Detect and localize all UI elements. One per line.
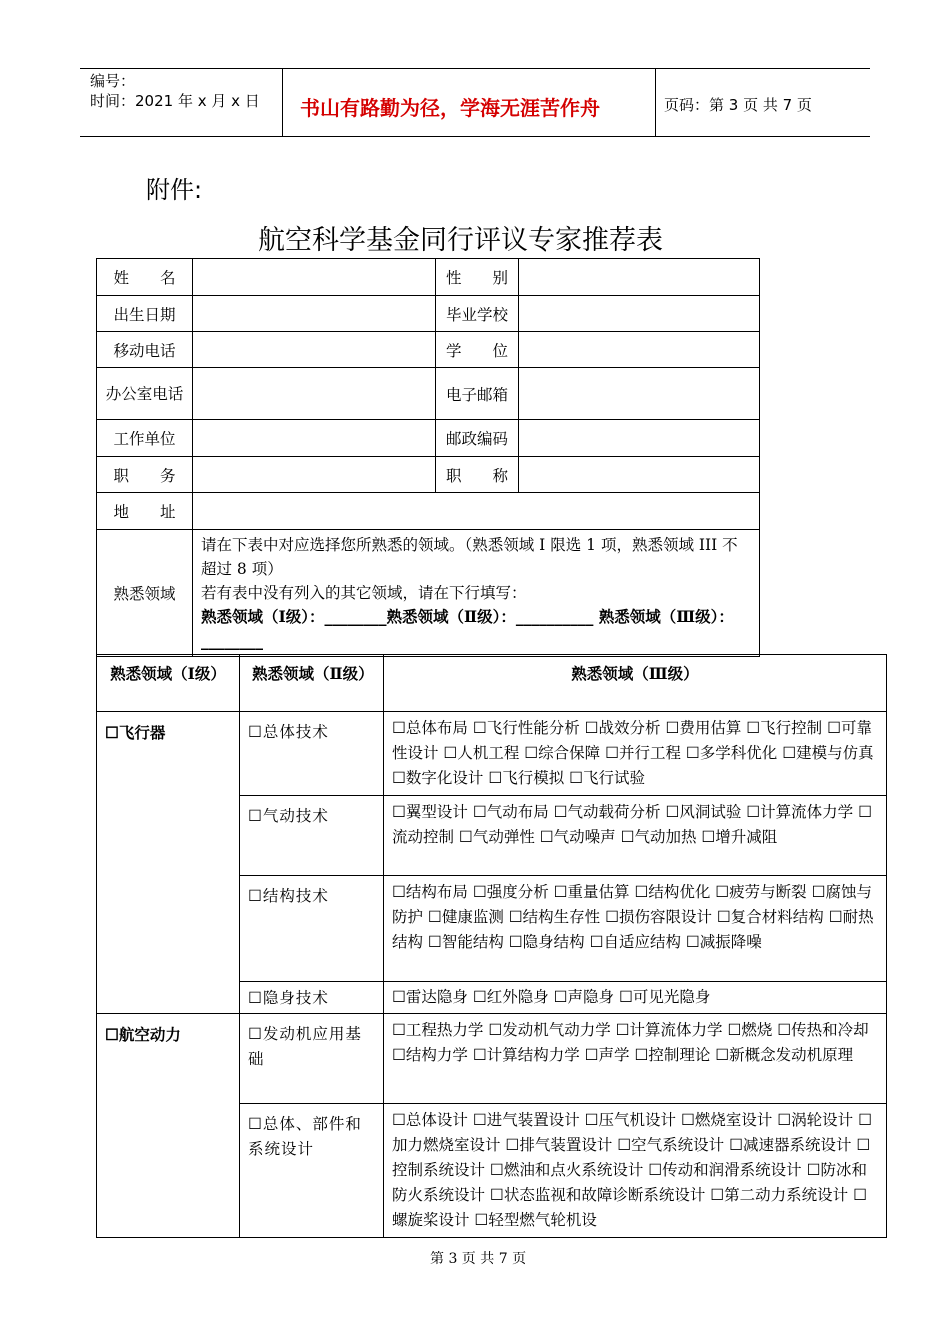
title-rank-field[interactable]: [519, 457, 760, 493]
info-row-position: [97, 457, 760, 493]
postcode-label: 邮政编码: [436, 420, 519, 457]
gender-field[interactable]: [519, 259, 760, 296]
degree-field[interactable]: [519, 332, 760, 368]
office-phone-label: 办公室电话: [97, 368, 193, 420]
level2-structure-tech-checkbox[interactable]: ☐结构技术: [240, 876, 384, 982]
office-phone-field[interactable]: [193, 368, 436, 420]
page-number-label: 页码：第 3 页 共 7 页: [664, 96, 812, 114]
birth-date-label: 出生日期: [97, 296, 193, 332]
level3-structure-tech-options[interactable]: ☐结构布局 ☐强度分析 ☐重量估算 ☐结构优化 ☐疲劳与断裂 ☐腐蚀与防护 ☐健康监测 ☐结构生存性 ☐损伤容限设计 ☐复合材料结构 ☐耐热结构 ☐智能结构 ☐隐身结构 ☐自适应结构 ☐减振降噪: [384, 876, 887, 982]
school-field[interactable]: [519, 296, 760, 332]
fields-row: [97, 1014, 887, 1104]
header-divider-right: [655, 68, 656, 136]
school-label: 毕业学校: [436, 296, 519, 332]
info-row-fields: [97, 530, 760, 657]
work-unit-field[interactable]: [193, 420, 436, 457]
page-footer: 第 3 页 共 7 页: [430, 1251, 527, 1267]
info-row-birth: [97, 296, 760, 332]
level3-aero-tech-options[interactable]: ☐翼型设计 ☐气动布局 ☐气动载荷分析 ☐风洞试验 ☐计算流体力学 ☐流动控制 ☐气动弹性 ☐气动噪声 ☐气动加热 ☐增升减阻: [384, 796, 887, 876]
level3-engine-basics-options[interactable]: ☐工程热力学 ☐发动机气动力学 ☐计算流体力学 ☐燃烧 ☐传热和冷却 ☐结构力学 ☐计算结构力学 ☐声学 ☐控制理论 ☐新概念发动机原理: [384, 1014, 887, 1104]
info-row-address: [97, 493, 760, 530]
fields-instruction-line2: 若有表中没有列入的其它领域，请在下行填写：: [201, 584, 527, 602]
form-title: 航空科学基金同行评议专家推荐表: [258, 225, 663, 256]
position-label: 职 务: [97, 457, 193, 493]
info-row-mobile: [97, 332, 760, 368]
info-row-name: [97, 259, 760, 296]
postcode-field[interactable]: [519, 420, 760, 457]
degree-label: 学 位: [436, 332, 519, 368]
fields-table: [96, 654, 887, 1238]
header-level3: 熟悉领域（Ⅲ级）: [384, 655, 887, 712]
header-top-rule: [80, 68, 870, 69]
level2-overall-tech-checkbox[interactable]: ☐总体技术: [240, 712, 384, 796]
document-time-label: 时间：2021 年 x 月 x 日: [90, 92, 260, 110]
level3-overall-tech-options[interactable]: ☐总体布局 ☐飞行性能分析 ☐战效分析 ☐费用估算 ☐飞行控制 ☐可靠性设计 ☐人机工程 ☐综合保障 ☐并行工程 ☐多学科优化 ☐建模与仿真 ☐数字化设计 ☐飞行模拟 ☐飞行试验: [384, 712, 887, 796]
gender-label: 性 别: [436, 259, 519, 296]
name-field[interactable]: [193, 259, 436, 296]
fields-instruction-line1: 请在下表中对应选择您所熟悉的领域。（熟悉领域 I 限选 1 项，熟悉领域 III 不超过 8 项）: [201, 536, 738, 578]
info-row-work-unit: [97, 420, 760, 457]
title-rank-label: 职 称: [436, 457, 519, 493]
email-label: 电子邮箱: [436, 368, 519, 420]
motto-text: 书山有路勤为径，学海无涯苦作舟: [300, 96, 600, 120]
level2-stealth-tech-checkbox[interactable]: ☐隐身技术: [240, 982, 384, 1014]
birth-date-field[interactable]: [193, 296, 436, 332]
mobile-field[interactable]: [193, 332, 436, 368]
level3-system-design-options[interactable]: ☐总体设计 ☐进气装置设计 ☐压气机设计 ☐燃烧室设计 ☐涡轮设计 ☐加力燃烧室设计 ☐排气装置设计 ☐空气系统设计 ☐减速器系统设计 ☐控制系统设计 ☐燃油和点火系统设计 ☐传动和润滑系统设计 ☐防冰和防火系统设计 ☐状态监视和故障诊断系统设计 ☐第二动力系统设计 ☐螺旋桨设计 ☐轻型燃气轮机设: [384, 1104, 887, 1238]
header-level1: 熟悉领域（Ⅰ级）: [97, 655, 240, 712]
position-field[interactable]: [193, 457, 436, 493]
level2-aero-tech-checkbox[interactable]: ☐气动技术: [240, 796, 384, 876]
level2-system-design-checkbox[interactable]: ☐总体、部件和系统设计: [240, 1104, 384, 1238]
fields-label: 熟悉领域: [97, 530, 193, 657]
document-number-label: 编号：: [90, 72, 136, 90]
address-field[interactable]: [193, 493, 760, 530]
personal-info-table: [96, 258, 760, 657]
mobile-label: 移动电话: [97, 332, 193, 368]
work-unit-label: 工作单位: [97, 420, 193, 457]
fields-instruction-line3[interactable]: 熟悉领域（Ⅰ级）：________熟悉领域（Ⅱ级）：__________ 熟悉领域（Ⅲ级）：________: [201, 607, 734, 650]
level2-engine-basics-checkbox[interactable]: ☐发动机应用基础: [240, 1014, 384, 1104]
fields-header-row: [97, 655, 887, 712]
fields-instructions: [193, 530, 760, 657]
level1-aircraft-checkbox[interactable]: ☐飞行器: [97, 712, 240, 1014]
name-label: 姓 名: [97, 259, 193, 296]
fields-row: [97, 712, 887, 796]
level3-stealth-tech-options[interactable]: ☐雷达隐身 ☐红外隐身 ☐声隐身 ☐可见光隐身: [384, 982, 887, 1014]
level1-aero-power-checkbox[interactable]: ☐航空动力: [97, 1014, 240, 1238]
address-label: 地 址: [97, 493, 193, 530]
header-divider-left: [282, 68, 283, 136]
header-level2: 熟悉领域（Ⅱ级）: [240, 655, 384, 712]
attachment-label: 附件:: [146, 176, 203, 204]
header-bottom-rule: [80, 136, 870, 137]
info-row-office-phone: [97, 368, 760, 420]
email-field[interactable]: [519, 368, 760, 420]
